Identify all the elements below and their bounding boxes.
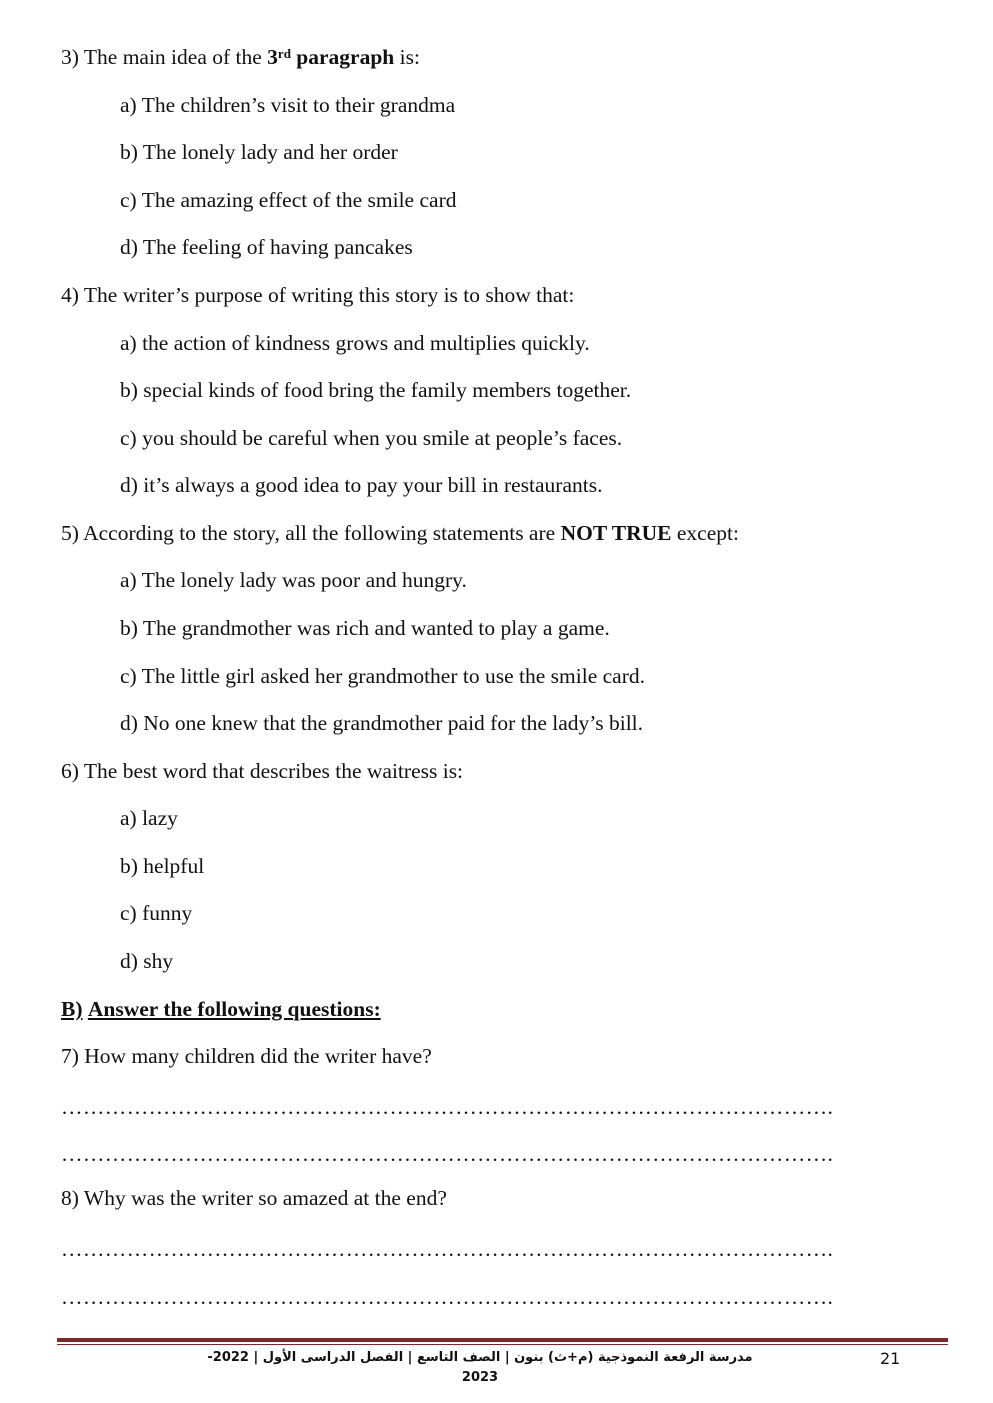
q6-option-d: d) shy bbox=[120, 949, 174, 973]
section-b-heading bbox=[61, 996, 381, 1022]
answer-line-q7-2[interactable]: ……………………………………………………………………………………………. bbox=[61, 1142, 834, 1166]
q3-option-b: b) The lonely lady and her order bbox=[120, 140, 398, 164]
q3-option-a: a) The children’s visit to their grandma bbox=[120, 93, 456, 117]
section-b-label: B) bbox=[61, 997, 83, 1021]
q3-option-d: d) The feeling of having pancakes bbox=[120, 235, 413, 259]
question-5: 5) According to the story, all the following statements are NOT TRUE except: bbox=[61, 521, 739, 545]
question-4: 4) The writer’s purpose of writing this story is to show that: bbox=[61, 283, 575, 307]
q6-option-c: c) funny bbox=[120, 901, 193, 925]
q6-option-a: a) lazy bbox=[120, 806, 178, 830]
q5-option-b: b) The grandmother was rich and wanted to play a game. bbox=[120, 616, 610, 640]
q4-option-b: b) special kinds of food bring the family members together. bbox=[120, 378, 632, 402]
answer-line-q8-2[interactable]: ……………………………………………………………………………………………. bbox=[61, 1285, 834, 1309]
question-3: 3) The main idea of the 3rd paragraph is: bbox=[61, 45, 420, 69]
question-6: 6) The best word that describes the waitress is: bbox=[61, 759, 464, 783]
page-number: 21 bbox=[880, 1349, 901, 1368]
q5-option-c: c) The little girl asked her grandmother to use the smile card. bbox=[120, 664, 645, 688]
section-b-title: Answer the following questions: bbox=[87, 997, 381, 1021]
footer-rule-thin bbox=[57, 1344, 948, 1345]
answer-line-q8-1[interactable]: ……………………………………………………………………………………………. bbox=[61, 1237, 834, 1261]
footer-rule-thick bbox=[57, 1338, 948, 1342]
q5-option-a: a) The lonely lady was poor and hungry. bbox=[120, 568, 467, 592]
q4-option-c: c) you should be careful when you smile at people’s faces. bbox=[120, 426, 623, 450]
ordinal-number: 3rd paragraph bbox=[267, 45, 395, 69]
question-7: 7) How many children did the writer have? bbox=[61, 1044, 432, 1068]
q6-option-b: b) helpful bbox=[120, 854, 205, 878]
answer-line-q7-1[interactable]: ……………………………………………………………………………………………. bbox=[61, 1095, 834, 1119]
q4-option-d: d) it’s always a good idea to pay your bill in restaurants. bbox=[120, 473, 603, 497]
not-true-emphasis: NOT TRUE bbox=[560, 521, 672, 545]
q4-option-a: a) the action of kindness grows and multiplies quickly. bbox=[120, 331, 590, 355]
footer-school-info: مدرسة الرفعة النموذجية (م+ث) بنون | الصف التاسع | الفصل الدراسى الأول | 2022-2023 bbox=[207, 1350, 753, 1385]
q5-option-d: d) No one knew that the grandmother paid for the lady’s bill. bbox=[120, 711, 644, 735]
q3-option-c: c) The amazing effect of the smile card bbox=[120, 188, 457, 212]
question-8: 8) Why was the writer so amazed at the end? bbox=[61, 1186, 447, 1210]
